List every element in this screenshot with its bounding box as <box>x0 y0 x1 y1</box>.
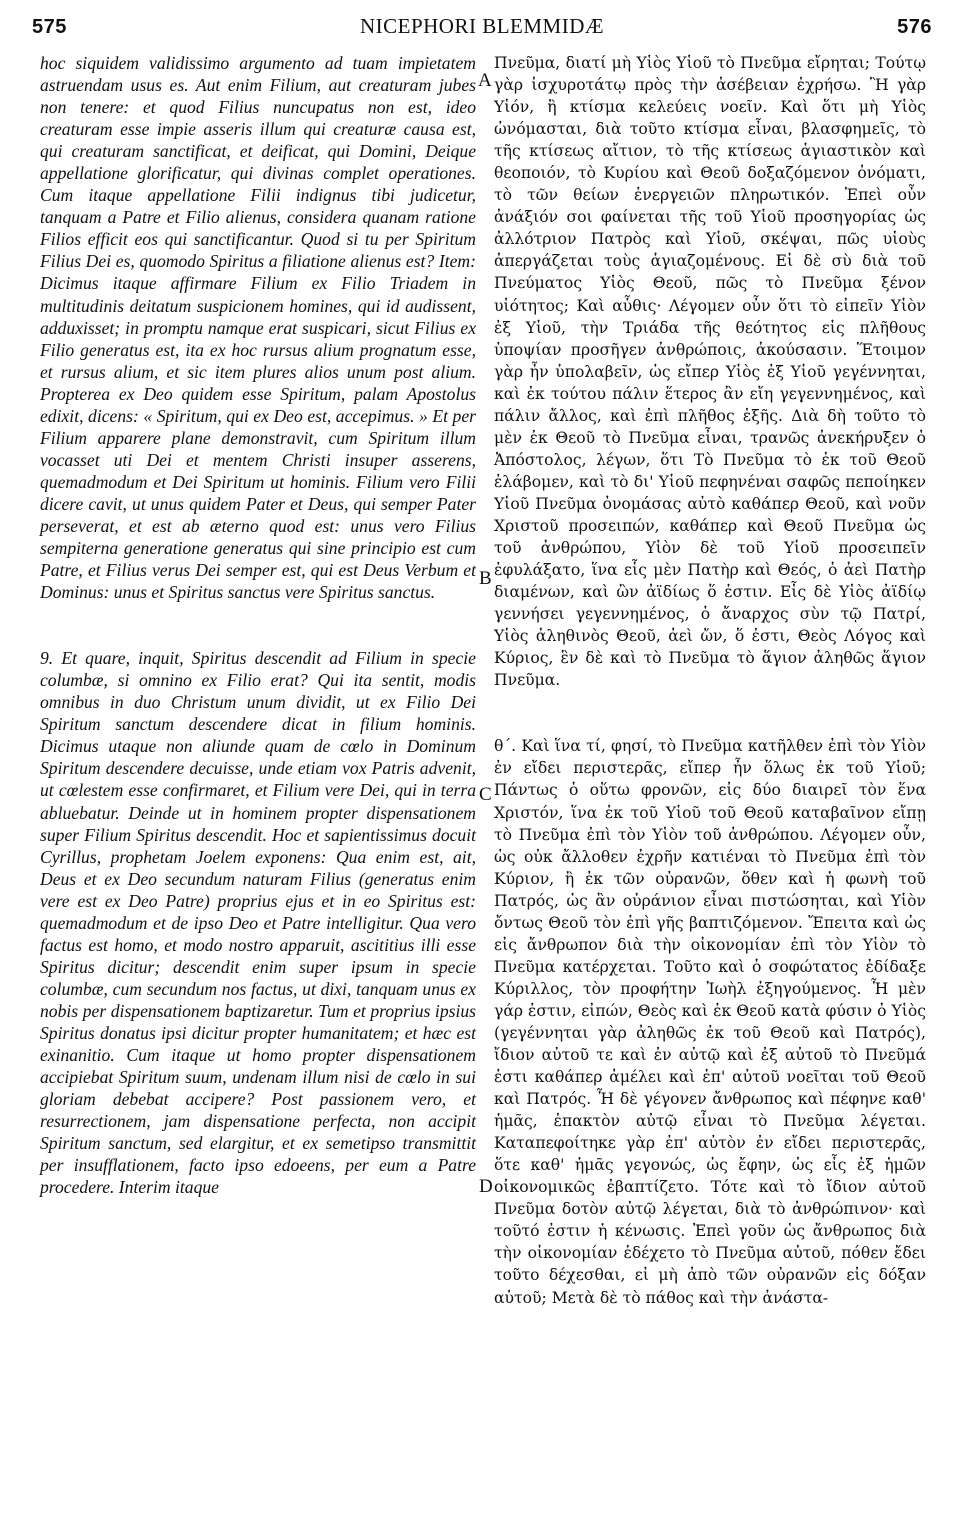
running-title: NICEPHORI BLEMMIDÆ <box>359 14 605 38</box>
greek-paragraph-1: Πνεῦμα, διατί μὴ Υἱὸς Υἱοῦ τὸ Πνεῦμα εἴρηται; Τούτῳ γὰρ ἰσχυροτάτῳ πρὸς τὴν ἀσέβειαν ἐχρήσω. Ἢ γὰρ Υἱόν, ἢ κτίσμα κελεύεις νοεῖν. Καὶ ὅτι μὴ Υἱὸς ὠνόμασται, διὰ τοῦτο κτίσμα εἶναι, βλασφημεῖς, τὸ τῆς κτίσεως αἴτιον, τὸ τῆς κτίσεως ἁγιαστικὸν καὶ θεοποιόν, τὸ Κυρίου καὶ Θεοῦ δοξαζόμενον ὀνόματι, τὸ τῶν θείων ἐνεργειῶν πληρωτικόν. Ἐπεὶ οὖν ἀνάξιόν σοι φαίνεται τῆς τοῦ Υἱοῦ προσηγορίας ὡς ἀλλότριον Πατρὸς καὶ Υἱοῦ, σκέψαι, πῶς υἱοὺς ἀπεργάζεται τοὺς ἁγιαζομένους. Εἰ δὲ σὺ διὰ τοῦ Πνεύματος Υἱὸς Θεοῦ, πῶς τὸ Πνεῦμα ξένον υἱότητος; Καὶ αὖθις· Λέγομεν οὖν ὅτι τὸ εἰπεῖν Υἱὸν ἐξ Υἱοῦ, τὴν Τριάδα τῆς θεότητος εἰς πλῆθους ὑποψίαν προσῆγεν ἀνθρώποις, ἀκούσασιν. Ἕτοιμον γὰρ ἦν ὑπολαβεῖν, ὡς εἴπερ Υἱὸς ἐξ Υἱοῦ γεγέννηται, καὶ ἐκ τούτου πάλιν ἕτερος ἂν εἴη γεγεννημένος, καὶ πάλιν ἄλλος, καὶ ἐπὶ πλῆθος ἑξῆς. Διὰ δὴ τοῦτο τὸ μὲν ἐκ Θεοῦ τὸ Πνεῦμα εἶναι, τρανῶς ἀνεκήρυξεν ὁ Ἀπόστολος, λέγων, ὅτι Τὸ Πνεῦμα τὸ ἐκ τοῦ Θεοῦ ἐλάβομεν, καὶ τὸ δι' Υἱοῦ πεφηνέναι σαφῶς πεποίηκεν Υἱοῦ Πνεῦμα ὀνομάσας αὐτὸ καθάπερ Θεοῦ, καὶ νοῦν Χριστοῦ προσειπών, καθάπερ καὶ Θεοῦ Πνεῦμα ὡς τοῦ ἀνθρώπου, Υἱὸν δὲ τοῦ Υἱοῦ προσειπεῖν ἐφυλάξατο, ἵνα εἷς μὲν Πατὴρ καὶ Θεός, ὁ ἀεὶ Πατὴρ διαμένων, καὶ ὢν ἀϊδίως ὅ ἐστιν. Εἷς δὲ Υἱὸς ἀϊδίῳ γεννήσει γεγεννημένος, ὁ ἄναρχος σὺν τῷ Πατρί, Υἱὸς ἀληθινὸς Θεοῦ, ἀεὶ ὤν, ὅ ἐστι, Θεὸς Λόγος καὶ Κύριος, ἓν δὲ καὶ τὸ Πνεῦμα τὸ ἅγιον ἀληθῶς ἅγιον Πνεῦμα. <box>494 54 926 690</box>
margin-marker-b: B <box>479 568 492 589</box>
page-header <box>30 10 934 46</box>
margin-marker-c: C <box>479 784 492 805</box>
right-page-number: 576 <box>897 16 932 38</box>
latin-paragraph-2: 9. Et quare, inquit, Spiritus descendit ad Filium in specie columbæ, si omnino ex Filio erat? Qui ita sentit, modis omnibus in duo Christum unum dividit, ut ex Filio Dei Spiritum sanctum descendere dicat in filium hominis. Dicimus utaque non aliunde quam de cœlo in Dominum Spiritum descendere decuisse, unde etiam vox Patris advenit, ut cœlestem esse confirmaret, et Filium vere Dei, qui in terra abluebatur. Deinde ut in hominem propter dispensationem super Filium Spiritus descendit. Hoc et sapientissimus docuit Cyrillus, prophetam Joelem exponens: Qua enim est, ait, Deus et ex Deo secundum naturam Filius (generatus enim vere est ex Deo Patre) proprius ejus et in eo Spiritus est: quemadmodum et de ipso Deo et Patre intelligitur. Qua vero factus est homo, et modo nostro apparuit, ascititius illi esse Spiritus dicitur; descendit enim super ipsum in specie columbæ, cum secundum nos factus, ut dixi, tanquam unus ex nobis per dispensationem baptizaretur. Tum et proprius ipsius Spiritus donatus ipsi dicitur propter humanitatem; et hæc est exinanitio. Cum itaque ut homo propter dispensationem accipiebat Spiritum suum, undenam illum nisi de cœlo in sui gloriam debebat accipere? Post passionem vero, et resurrectionem, jam dispensatione perfecta, non accipit Spiritum sanctum, sed elargitur, et ex semetipso transmittit per insufflationem, facto ipso edoeens, per eum a Patre procedere. Interim itaque <box>40 648 476 1198</box>
latin-paragraph-1: hoc siquidem validissimo argumento ad tuam impietatem astruendam usus es. Aut enim Filium, aut creaturam jubes non tenere: et quod Filius nuncupatus non est, ideo creaturam esse impie asseris illum qui creaturæ causa est, qui creaturam sanctificat, et deificat, qui Domini, Deique appellatione glorificatur, qui divinas complet operationes. Cum itaque appellatione Filii indignus tibi judicetur, tanquam a Patre et Filio alienus, considera quanam ratione Filios efficit eos qui sanctificantur. Quod si tu per Spiritum Filius Dei es, quomodo Spiritus a filiatione alienus est? Item: Dicimus itaque affirmare Filium ex Filio Triadem in multitudinis deitatum suspicionem homines, qui id audissent, adduxisset; in promptu namque erat suspicari, sicut Filius ex Filio generatus est, ita ex hoc rursus alium prognatum esse, et rursus alium, et sic item plures alios unum post alium. Propterea ex Deo quidem esse Spiritum, palam Apostolus edixit, dicens: « Spiritum, qui ex Deo est, accepimus. » Et per Filium apparere plane demonstravit, cum Spiritum illum vocasset uti Dei et mentem Christi insuper asserens, quemadmodum et Dei Spiritum ut hominis. Filium vero Filii dicere cavit, ut unus quidem Pater et Deus, qui semper Pater perseverat, et est ab æterno quod est: unus vero Filius sempiterna generatione generatus qui sine principio est cum Patre, et Filius verus Dei semper est, qui est Deus Verbum et Dominus: unus et Spiritus sanctus vere Spiritus sanctus. <box>40 53 476 603</box>
paragraph-gap <box>494 691 926 735</box>
margin-marker-d: D <box>479 1176 493 1197</box>
greek-column <box>494 52 926 1309</box>
margin-marker-a: A <box>478 70 492 91</box>
paragraph-gap <box>40 603 476 647</box>
greek-paragraph-2: θ΄. Καὶ ἵνα τί, φησί, τὸ Πνεῦμα κατῆλθεν ἐπὶ τὸν Υἱὸν ἐν εἴδει περιστερᾶς, εἴπερ ἦν ὅλως ἐκ τοῦ Υἱοῦ; Πάντως ὁ οὕτω φρονῶν, εἰς δύο διαιρεῖ τὸν ἕνα Χριστόν, ἵνα ἐκ τοῦ Υἱοῦ τοῦ Θεοῦ καταβαῖνον εἴπῃ τὸ Πνεῦμα ἐπὶ τὸν Υἱὸν τοῦ ἀνθρώπου. Λέγομεν οὖν, ὡς οὐκ ἄλλοθεν ἐχρῆν κατιέναι τὸ Πνεῦμα ἐπὶ τὸν Κύριον, ἢ ἐκ τῶν οὐρανῶν, ὅθεν καὶ ἡ φωνὴ τοῦ Πατρός, ὡς ἂν οὐράνιον εἶναι πιστώσηται, καὶ Υἱὸν ὄντως Θεοῦ τὸν ἐπὶ γῆς βαπτιζόμενον. Ἔπειτα καὶ ὡς εἰς ἄνθρωπον διὰ τὴν οἰκονομίαν ἐπὶ τὸν Υἱὸν τὸ Πνεῦμα κατέρχεται. Τοῦτο καὶ ὁ σοφώτατος ἐδίδαξε Κύριλλος, τὸν προφήτην Ἰωὴλ ἐξηγούμενος. Ἧ μὲν γάρ ἐστιν, εἰπών, Θεὸς καὶ ἐκ Θεοῦ κατὰ φύσιν ὁ Υἱὸς (γεγέννηται γὰρ ἀληθῶς ἐκ τοῦ Θεοῦ καὶ Πατρός), ἴδιον αὐτοῦ τε καὶ ἐν αὐτῷ καὶ ἐξ αὐτοῦ τὸ Πνεῦμά ἐστι καθάπερ ἀμέλει καὶ ἐπ' αὐτοῦ νοεῖται τοῦ Θεοῦ καὶ Πατρός. Ἧ δὲ γέγονεν ἄνθρωπος καὶ πέφηνε καθ' ἡμᾶς, ἐπακτὸν αὐτῷ εἶναι τὸ Πνεῦμα λέγεται. Καταπεφοίτηκε γὰρ ἐπ' αὐτὸν ἐν εἴδει περιστερᾶς, ὅτε καθ' ἡμᾶς γεγονώς, ὡς ἔφην, ὡς εἷς ἐξ ἡμῶν οἰκονομικῶς ἐβαπτίζετο. Τότε καὶ τὸ ἴδιον αὐτοῦ Πνεῦμα δοτὸν αὐτῷ λέγεται, διὰ τὸ ἀνθρώπινον· καὶ τοῦτό ἐστιν ἡ κένωσις. Ἐπεὶ γοῦν ὡς ἄνθρωπος διὰ τὴν οἰκονομίαν ἐδέχετο τὸ Πνεῦμα αὐτοῦ, πόθεν ἔδει τοῦτο δέχεσθαι, εἰ μὴ ἀπὸ τῶν οὐρανῶν εἰς δόξαν αὐτοῦ; Μετὰ δὲ τὸ πάθος καὶ τὴν ἀνάστα- <box>494 737 926 1307</box>
latin-column <box>40 52 476 1198</box>
left-page-number: 575 <box>32 16 67 38</box>
